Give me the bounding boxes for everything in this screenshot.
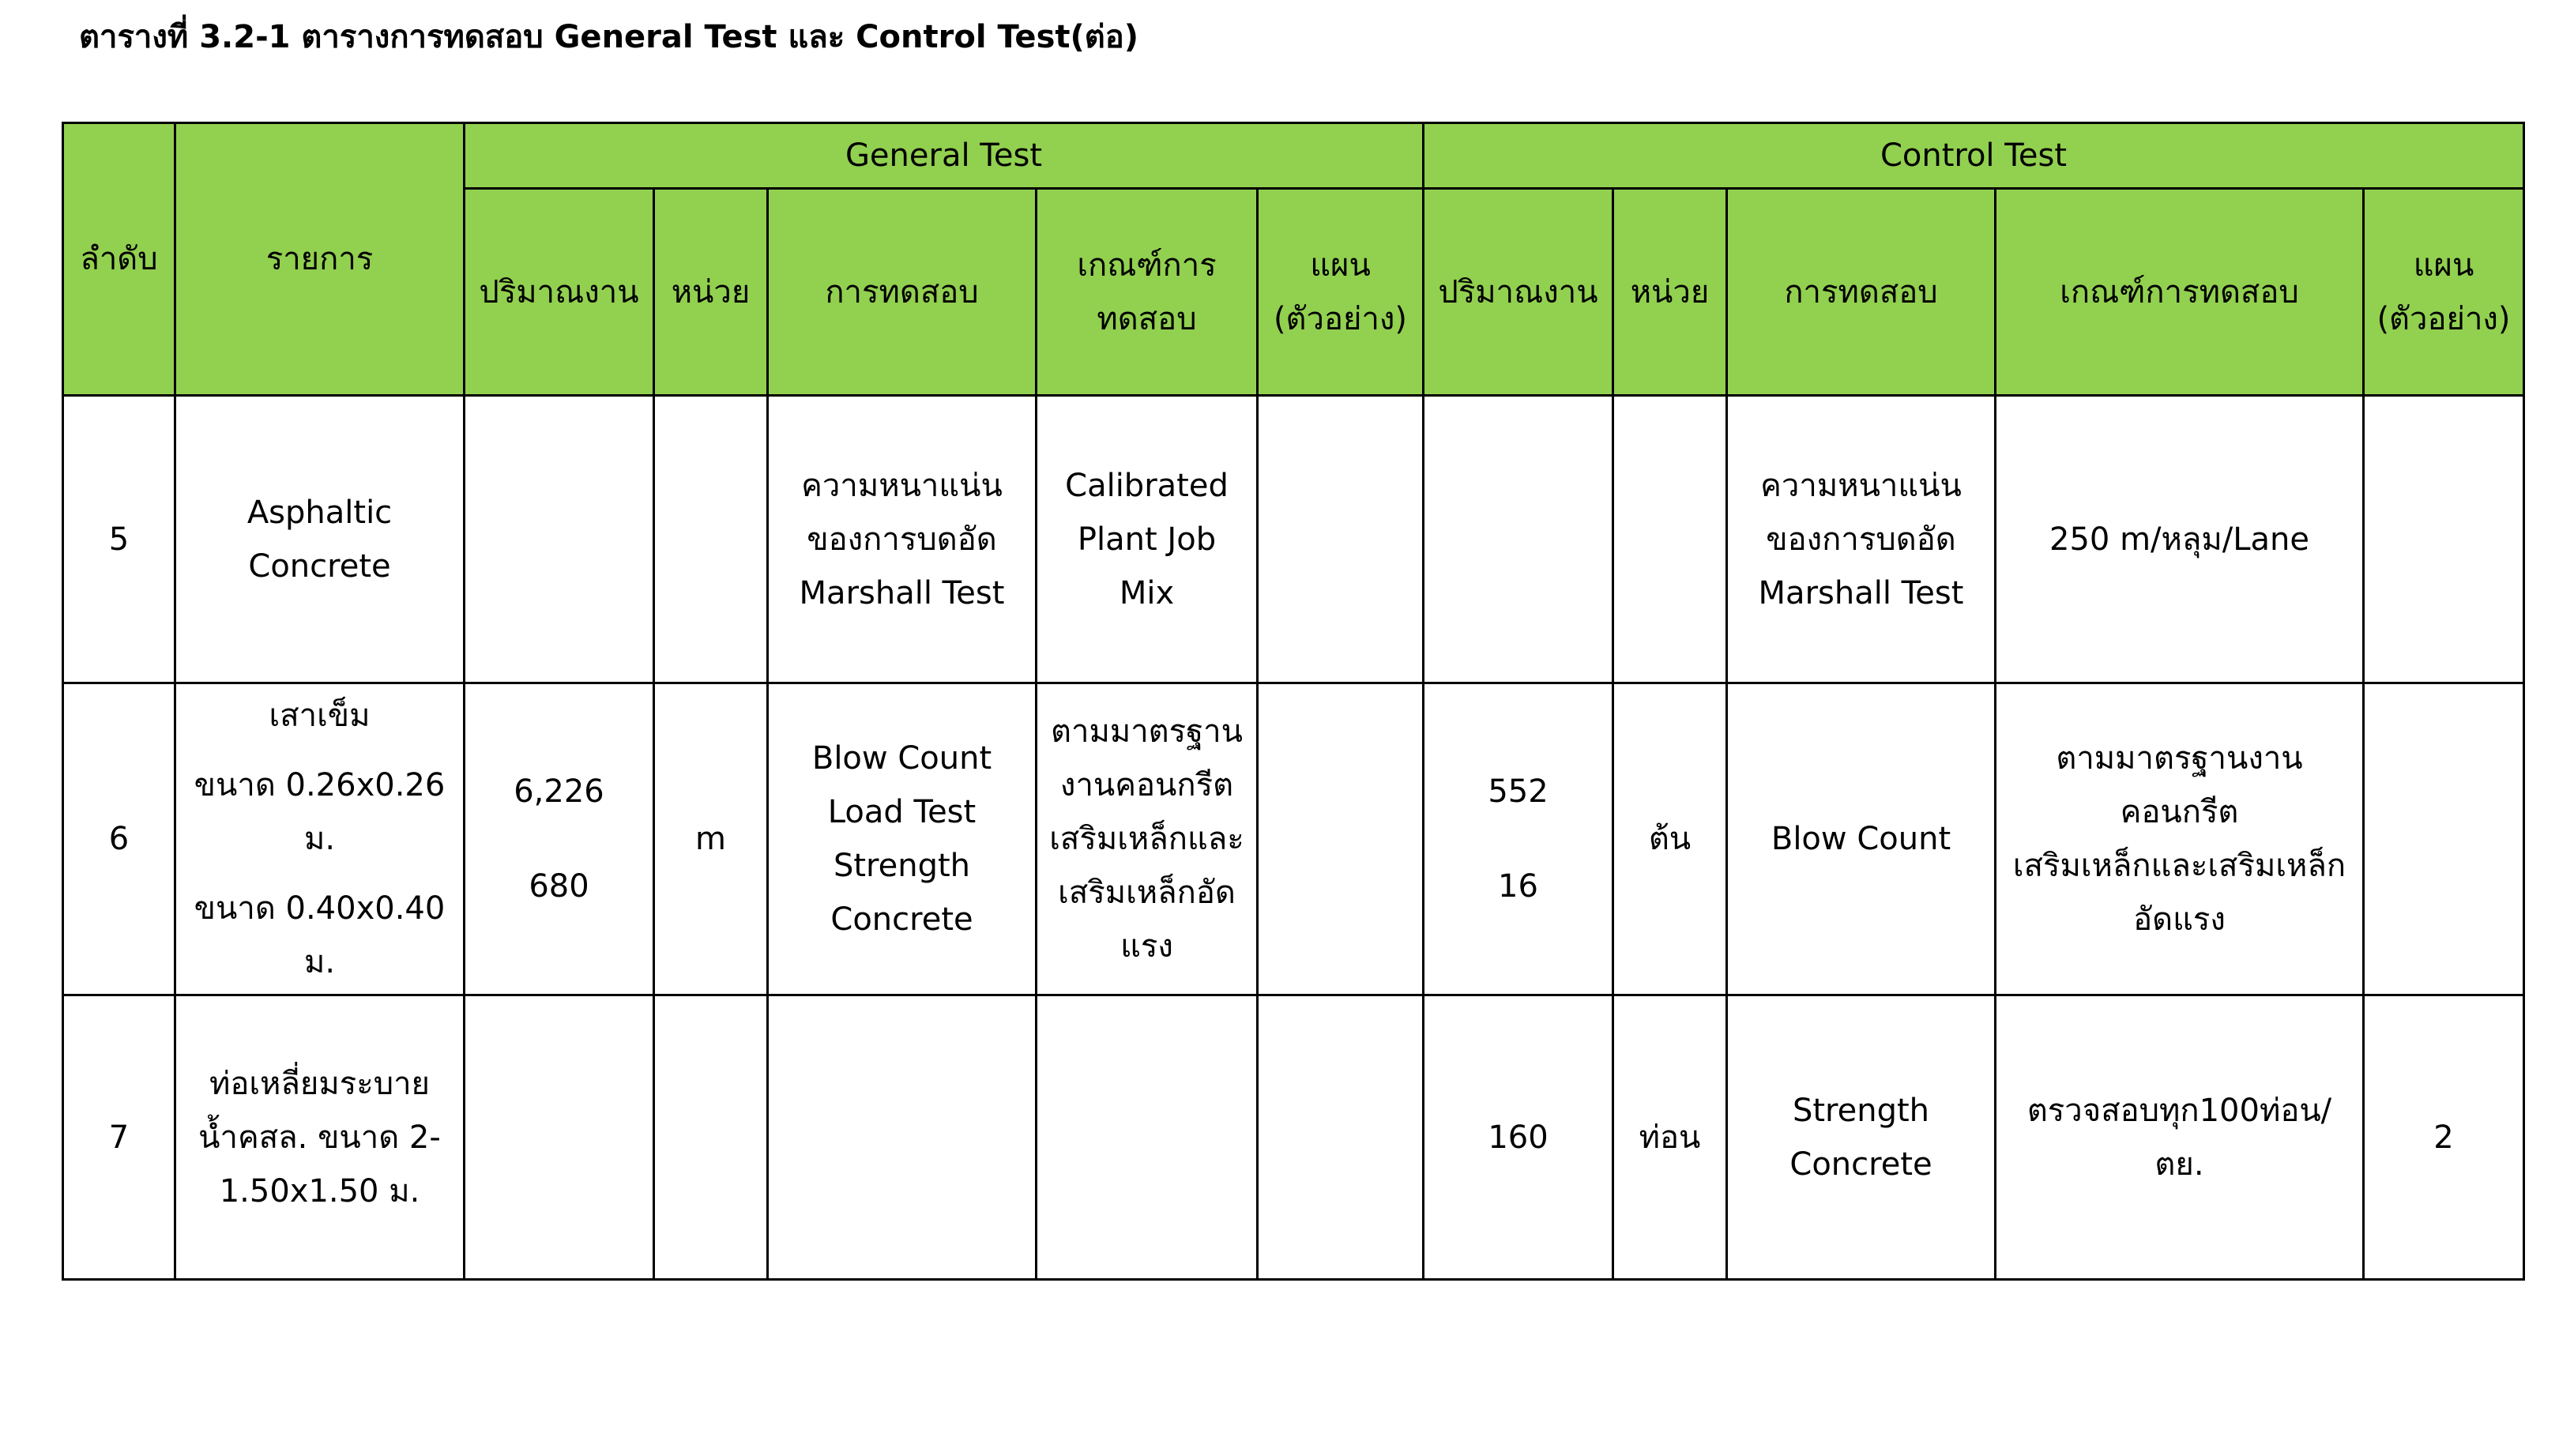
cell-line: Concrete <box>830 901 973 938</box>
cell-general-unit: m <box>654 683 768 995</box>
header-control-unit: หน่วย <box>1613 189 1727 396</box>
cell-line: Mix <box>1119 574 1175 611</box>
table-row <box>63 995 2524 1280</box>
cell-line: เสาเข็ม <box>269 698 371 734</box>
header-control-plan <box>2364 189 2524 396</box>
cell-general-criteria <box>1037 995 1258 1280</box>
cell-control-plan: 2 <box>2364 995 2524 1280</box>
cell-item <box>175 683 465 995</box>
header-control-plan-line1: แผน <box>2413 246 2474 284</box>
header-no: ลำดับ <box>63 123 175 396</box>
header-general-test-method: การทดสอบ <box>768 189 1037 396</box>
cell-line: ความหนาแน่น <box>801 467 1003 504</box>
cell-line: Concrete <box>1789 1146 1932 1183</box>
cell-control-plan <box>2364 396 2524 683</box>
header-general-criteria <box>1037 189 1258 396</box>
cell-general-quantity <box>465 396 654 683</box>
cell-line: Marshall Test <box>799 574 1005 611</box>
cell-control-quantity <box>1424 683 1613 995</box>
cell-line: 6,226 <box>514 773 604 810</box>
cell-line: ท่อเหลี่ยมระบาย <box>209 1065 430 1102</box>
cell-line: ขนาด 0.26x0.26 ม. <box>194 767 446 857</box>
cell-line: ตามมาตรฐาน <box>1051 713 1243 750</box>
cell-general-quantity <box>465 995 654 1280</box>
cell-line: 160 <box>1488 1119 1549 1156</box>
test-table <box>62 122 2525 1281</box>
cell-line: 552 <box>1488 773 1549 810</box>
cell-no: 5 <box>63 396 175 683</box>
cell-line: Strength <box>833 848 971 884</box>
cell-control-quantity <box>1424 995 1613 1280</box>
cell-control-test <box>1727 995 1996 1280</box>
header-general-unit: หน่วย <box>654 189 768 396</box>
cell-line: เสริมเหล็กอัด <box>1058 875 1236 911</box>
header-control-plan-line2: (ตัวอย่าง) <box>2376 300 2511 337</box>
cell-line: Blow Count <box>811 740 992 777</box>
table-row <box>63 683 2524 995</box>
cell-general-unit <box>654 396 768 683</box>
cell-line: เสริมเหล็กและ <box>1049 821 1244 857</box>
cell-line: Asphaltic <box>246 494 393 531</box>
cell-line: ตรวจสอบทุก100ท่อน/ตย. <box>2026 1092 2332 1183</box>
cell-item <box>175 995 465 1280</box>
cell-line: ขนาด 0.40x0.40 ม. <box>194 890 446 980</box>
table-body <box>63 396 2524 1280</box>
header-general-criteria-line1: เกณฑ์การ <box>1077 246 1217 284</box>
table-header <box>63 123 2524 396</box>
cell-line: Plant Job <box>1077 521 1217 558</box>
cell-line: 680 <box>529 868 589 905</box>
cell-line: อัดแรง <box>2133 901 2226 938</box>
cell-general-plan <box>1258 683 1424 995</box>
header-control-test: Control Test <box>1424 123 2524 189</box>
cell-line: Concrete <box>248 547 391 585</box>
cell-general-criteria <box>1037 683 1258 995</box>
header-control-test-method: การทดสอบ <box>1727 189 1996 396</box>
cell-general-plan <box>1258 995 1424 1280</box>
cell-no: 7 <box>63 995 175 1280</box>
cell-general-quantity <box>465 683 654 995</box>
cell-line: Load Test <box>827 794 977 830</box>
header-control-criteria: เกณฑ์การทดสอบ <box>1996 189 2364 396</box>
table-caption: ตารางที่ 3.2-1 ตารางการทดสอบ General Test และ Control Test(ต่อ) <box>79 19 1139 55</box>
cell-control-unit: ท่อน <box>1613 995 1727 1280</box>
cell-control-criteria <box>1996 683 2364 995</box>
cell-line: ของการบดอัด <box>1766 521 1956 558</box>
cell-general-test <box>768 396 1037 683</box>
cell-control-test <box>1727 396 1996 683</box>
cell-no: 6 <box>63 683 175 995</box>
cell-line: 250 m/หลุม/Lane <box>2049 521 2309 558</box>
header-item: รายการ <box>175 123 465 396</box>
cell-control-quantity <box>1424 396 1613 683</box>
cell-general-criteria <box>1037 396 1258 683</box>
cell-line: น้ำคสล. ขนาด 2- <box>198 1119 441 1156</box>
header-general-quantity: ปริมาณงาน <box>465 189 654 396</box>
cell-line: Blow Count <box>1771 821 1951 857</box>
header-general-criteria-line2: ทดสอบ <box>1097 300 1197 337</box>
cell-general-test <box>768 683 1037 995</box>
cell-control-criteria <box>1996 396 2364 683</box>
cell-control-plan <box>2364 683 2524 995</box>
cell-line: เสริมเหล็กและเสริมเหล็ก <box>2012 848 2346 884</box>
cell-general-plan <box>1258 396 1424 683</box>
header-general-test: General Test <box>465 123 1424 189</box>
cell-line: Marshall Test <box>1758 574 1964 611</box>
cell-line: ความหนาแน่น <box>1760 467 1962 504</box>
cell-line: 1.50x1.50 ม. <box>219 1172 420 1210</box>
cell-line: ตามมาตรฐานงานคอนกรีต <box>2056 740 2303 830</box>
cell-line: ของการบดอัด <box>807 521 997 558</box>
cell-line: แรง <box>1120 928 1173 965</box>
cell-control-unit: ต้น <box>1613 683 1727 995</box>
cell-control-unit <box>1613 396 1727 683</box>
header-general-plan-line2: (ตัวอย่าง) <box>1273 300 1408 337</box>
cell-item <box>175 396 465 683</box>
table-row <box>63 396 2524 683</box>
cell-line: Strength <box>1792 1092 1930 1129</box>
header-general-plan <box>1258 189 1424 396</box>
header-row-group <box>63 123 2524 189</box>
header-control-quantity: ปริมาณงาน <box>1424 189 1613 396</box>
cell-control-test <box>1727 683 1996 995</box>
cell-general-unit <box>654 995 768 1280</box>
cell-control-criteria <box>1996 995 2364 1280</box>
cell-general-test <box>768 995 1037 1280</box>
cell-line: 16 <box>1498 868 1538 905</box>
cell-line: Calibrated <box>1065 467 1229 504</box>
cell-line: งานคอนกรีต <box>1059 767 1234 803</box>
header-general-plan-line1: แผน <box>1310 246 1371 284</box>
